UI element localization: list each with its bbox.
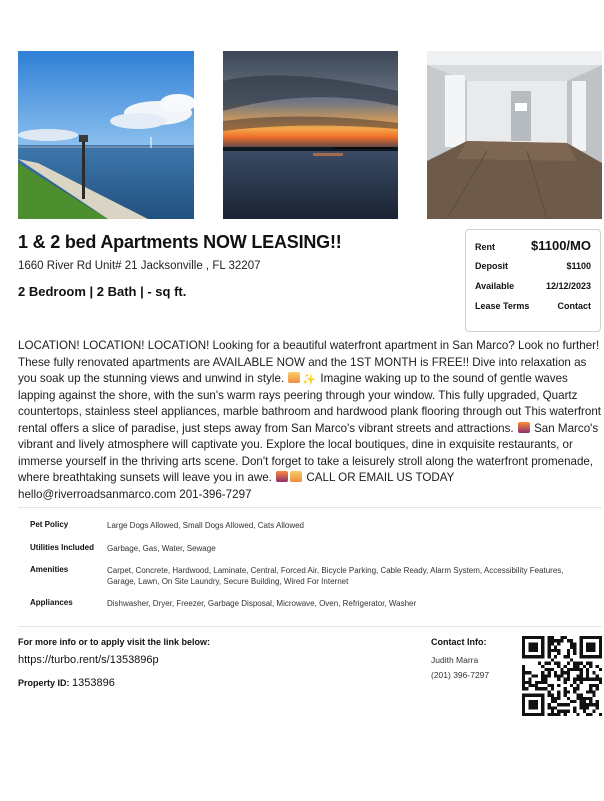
listing-address: 1660 River Rd Unit# 21 Jacksonville , FL 32207: [18, 260, 261, 272]
amenities-value: Carpet, Concrete, Hardwood, Laminate, Central, Forced Air, Bicycle Parking, Cable Ready, Alarm System, Accessibility Features, Garage, Lawn, On Site Laundry, Secure Building, Wired For Internet: [107, 566, 564, 586]
rent-row: [475, 238, 591, 261]
qr-code-icon[interactable]: [522, 636, 602, 716]
lease-terms-value: Contact: [557, 301, 591, 311]
apply-link[interactable]: https://turbo.rent/s/1353896p: [18, 654, 159, 666]
utilities-row: [30, 543, 590, 554]
lease-terms-label: Lease Terms: [475, 301, 530, 311]
available-label: Available: [475, 281, 515, 291]
amenities-row: [30, 565, 590, 587]
amenities-label: Amenities: [30, 565, 69, 574]
pet-policy-label: Pet Policy: [30, 520, 69, 529]
description-part-4: CALL OR EMAIL US TODAY: [306, 471, 455, 484]
description-part-3: San Marco's vibrant and lively atmosphere will captivate you. Explore the local boutiques, dine in exquisite restaurants, or immerse yourself in the thriving arts scene. Don't forget to take a leisurely stroll along the waterfront promenade, where breathtaking sunsets will leave you in awe.: [18, 421, 599, 484]
rent-label: Rent: [475, 242, 495, 252]
pet-policy-value: Large Dogs Allowed, Small Dogs Allowed, Cats Allowed: [107, 521, 304, 530]
available-value: 12/12/2023: [545, 281, 591, 291]
listing-title: 1 & 2 bed Apartments NOW LEASING!!: [18, 232, 342, 252]
rent-summary-box: [465, 229, 601, 332]
appliances-label: Appliances: [30, 598, 73, 607]
divider: [18, 626, 602, 627]
contact-info-heading: Contact Info:: [431, 637, 487, 647]
contact-phone: (201) 396-7297: [431, 670, 490, 680]
utilities-label: Utilities Included: [30, 543, 95, 552]
lease-terms-row: [475, 301, 591, 321]
utilities-value: Garbage, Gas, Water, Sewage: [107, 544, 216, 553]
property-id-value: 1353896: [72, 677, 115, 689]
divider: [18, 507, 602, 508]
pet-policy-row: [30, 520, 590, 531]
rent-value: $1100/MO: [531, 238, 591, 253]
photo-sunset-river: [223, 51, 398, 219]
appliances-value: Dishwasher, Dryer, Freezer, Garbage Disposal, Microwave, Oven, Refrigerator, Washer: [107, 599, 417, 608]
sunrise-emoji-icon: [288, 372, 300, 383]
beds-baths-summary: 2 Bedroom | 2 Bath | - sq ft.: [18, 284, 187, 299]
property-id-label: Property ID:: [18, 678, 70, 688]
photo-waterfront-lawn: [18, 51, 194, 219]
sparkles-emoji-icon: ✨: [302, 374, 317, 386]
deposit-value: $1100: [566, 261, 591, 271]
contact-name: Judith Marra: [431, 655, 479, 665]
deposit-label: Deposit: [475, 261, 509, 271]
contact-email-phone: hello@riverroadsanmarco.com 201-396-7297: [18, 487, 252, 501]
cityscape-dusk-emoji-icon: [518, 422, 530, 433]
description-part-2: Imagine waking up to the sound of gentle waves lapping against the shore, with the sun's warm rays peering through your window. This fully upgraded, Quartz countertops, stainless steel appliances, marble bathroom and hardwood plank flooring through out This waterfront rental offers a slice of paradise, just steps away from San Marco's vibrant streets and attractions.: [18, 372, 602, 435]
property-id: [18, 677, 115, 689]
description-part-1: LOCATION! LOCATION! LOCATION! Looking for a beautiful waterfront apartment in San Marco? Look no further! These fully renovated apartments are AVAILABLE NOW and the 1ST MONTH is FREE!! Dive into relaxation as you soak up the stunning views and unwind in style.: [18, 339, 600, 385]
listing-description: [18, 338, 602, 503]
appliances-row: [30, 598, 590, 609]
available-row: [475, 281, 591, 301]
deposit-row: [475, 261, 591, 281]
sunrise-emoji-icon: [290, 471, 302, 482]
more-info-heading: For more info or to apply visit the link below:: [18, 637, 211, 647]
photo-interior-hallway: [427, 51, 602, 219]
cityscape-dusk-emoji-icon: [276, 471, 288, 482]
